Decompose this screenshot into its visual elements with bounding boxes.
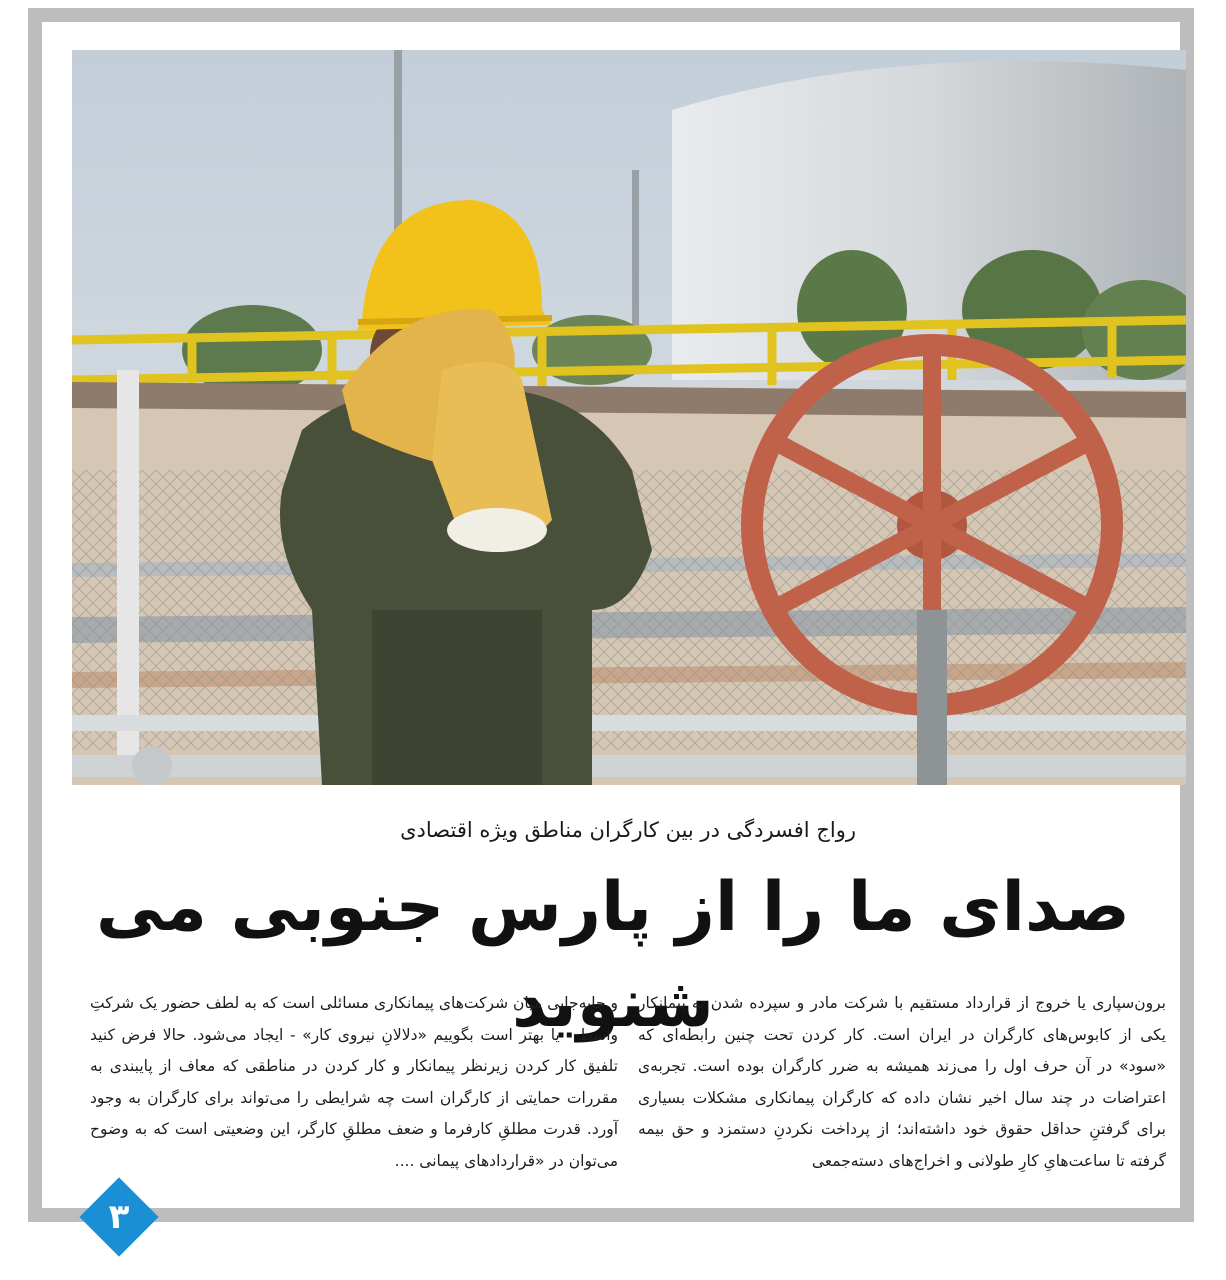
worker-at-gas-plant-photo [72,50,1186,785]
hero-photo [72,50,1186,785]
page-number: ۳ [108,1197,130,1237]
article-column-left: و جابه‌جایی میان شرکت‌های پیمانکاری مسائلی است که به لطف حضور یک شرکتِ واسط - یا بهتر است بگوییم «دلالانِ نیروی کار» - ایجاد می‌شود. حالا فرض کنید تلفیق کار کردن زیرنظر پیمانکار و کار کردن در مناطقی که معاف از پایبندی به مقررات حمایتی از کارگران است چه شرایطی را می‌تواند برای کارگران به وجود آورد. قدرت مطلقِ کارفرما و ضعف مطلقِ کارگر، این وضعیتی است که به وضوح می‌توان در «قراردادهای پیمانی .... [90,994,618,1170]
article-kicker: رواج افسردگی در بین کارگران مناطق ویژه اقتصادی [400,818,856,842]
article-column-right: برون‌سپاری یا خروج از قرارداد مستقیم با شرکت مادر و سپرده شدن به پیمانکار یکی از کابوس‌های کارگران در ایران است. کار کردن تحت چنین رابطه‌ای که «سود» در آن حرف اول را می‌زند همیشه به ضرر کارگران بوده است. تجربه‌ی اعتراضات در چند سال اخیر نشان داده که کارگران پیمانکاری مشکلات بسیاری برای گرفتنِ حداقل حقوق خود داشته‌اند؛ از پرداخت نکردنِ دستمزد و حق بیمه گرفته تا ساعت‌هایِ کارِ طولانی و اخراج‌های دسته‌جمعی [638,994,1166,1170]
article-headline: صدای ما را از پارس جنوبی می شنوید [96,868,1130,1043]
page-number-badge [80,1178,158,1256]
